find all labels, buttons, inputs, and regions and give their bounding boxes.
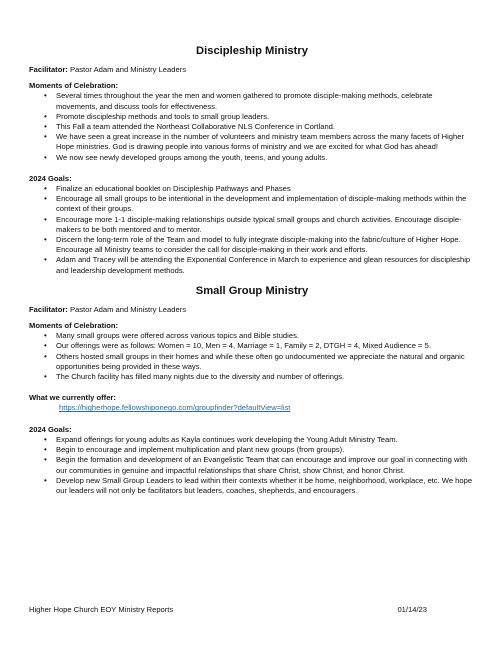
page-footer [29, 605, 475, 615]
list-item: • We have seen a great increase in the number of volunteers and ministry team members across the many facets of Higher Hope ministries. God is drawing people into various forms of ministry and we are excited for what God has ahead! [56, 132, 475, 152]
facilitator-label: Facilitator: [29, 65, 68, 74]
report-body [29, 44, 475, 496]
goals-list [29, 435, 475, 496]
list-item: • Encourage all small groups to be intentional in the development and implementation of disciple-making methods within the context of their groups. [56, 194, 475, 214]
list-item: • Develop new Small Group Leaders to lead within their contexts whether it be home, neighborhood, workplace, etc. We hope our leaders will not only be facilitators but leaders, coaches, shepherds, and encouragers. [56, 476, 475, 496]
list-item: • Several times throughout the year the men and women gathered to promote disciple-making methods, celebrate movements, and discuss tools for effectiveness. [56, 91, 475, 111]
facilitator-value: Pastor Adam and Ministry Leaders [67, 304, 187, 314]
footer-title: Higher Hope Church EOY Ministry Reports [29, 605, 174, 614]
facilitator-value: Pastor Adam and Ministry Leaders [67, 65, 187, 74]
list-item: • Others hosted small groups in their homes and while these often go undocumented we appreciate the natural and organic opportunities being provided in these ways. [56, 352, 475, 372]
list-item: • Begin the formation and development of an Evangelistic Team that can encourage and improve our goal in connecting with our communities in genuine and impactful relationships that share Christ, show Christ, and honor Christ. [56, 455, 475, 475]
section-title-small-group: Small Group Ministry [195, 284, 309, 297]
goals-heading: 2024 Goals: [29, 173, 72, 183]
goals-list [29, 184, 475, 276]
celebration-list [29, 331, 475, 382]
list-item: • Many small groups were offered across various topics and Bible studies. [56, 331, 475, 341]
list-item: • Begin to encourage and implement multiplication and plant new groups (from groups). [56, 445, 475, 455]
footer-date: 01/14/23 [397, 605, 427, 614]
facilitator-line [29, 305, 475, 315]
list-item: • The Church facility has filled many nights due to the diversity and number of offerings. [56, 372, 475, 382]
list-item: • Promote discipleship methods and tools to small group leaders. [56, 112, 475, 122]
goals-heading: 2024 Goals: [29, 424, 72, 434]
offer-heading: What we currently offer: [29, 393, 116, 403]
list-item: • Our offerings were as follows: Women = 10, Men = 4, Marriage = 1, Family = 2, DTGH = 4, Mixed Audience = 5. [56, 341, 475, 351]
celebration-list [29, 91, 475, 162]
list-item: • We now see newly developed groups among the youth, teens, and young adults. [56, 153, 475, 163]
celebration-heading: Moments of Celebration: [29, 81, 119, 91]
list-item: • Discern the long-term role of the Team and model to fully integrate disciple-making into the fabric/culture of Higher Hope. Encourage all Ministry teams to consider the call for disciple-making in their work and efforts. [56, 235, 475, 255]
offer-link-line [29, 403, 475, 413]
list-item: • Encourage more 1-1 disciple-making relationships outside typical small groups and church activities. Encourage disciple-makers to be both mentored and to mentor. [56, 215, 475, 235]
section-title-discipleship: Discipleship Ministry [196, 45, 308, 57]
celebration-heading: Moments of Celebration: [29, 321, 119, 331]
group-finder-link[interactable]: https://higherhope.fellowshiponego.com/groupfinder?defaultView=list [59, 403, 291, 413]
facilitator-line [29, 65, 475, 75]
list-item: • Expand offerings for young adults as Kayla continues work developing the Young Adult Ministry Team. [56, 435, 475, 445]
facilitator-label: Facilitator: [29, 304, 68, 314]
list-item: • Finalize an educational booklet on Discipleship Pathways and Phases [56, 184, 475, 194]
list-item: • Adam and Tracey will be attending the Exponential Conference in March to experience and glean resources for discipleship and leadership development methods. [56, 255, 475, 275]
list-item: • This Fall a team attended the Northeast Collaborative NLS Conference in Cortland. [56, 122, 475, 132]
